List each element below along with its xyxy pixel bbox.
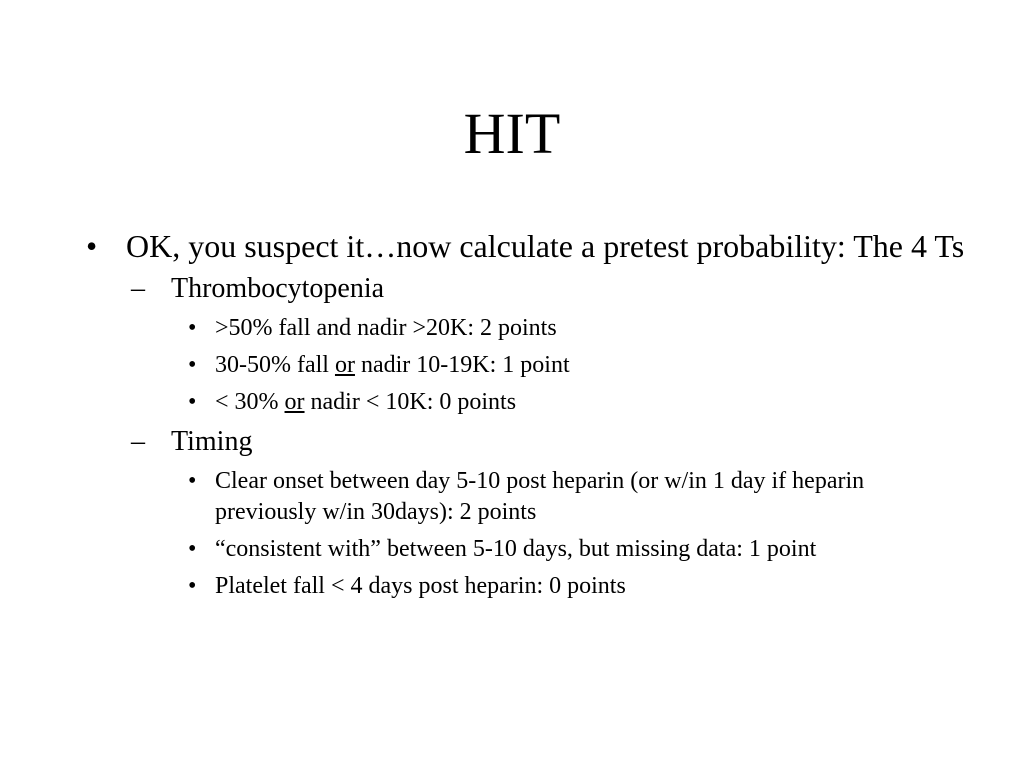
bullet-dot-icon: • bbox=[188, 536, 197, 562]
sub-bullet-thrombocytopenia bbox=[131, 271, 966, 307]
point-item bbox=[188, 534, 966, 565]
sub-bullet-text: Thrombocytopenia bbox=[171, 273, 385, 304]
point-text: “consistent with” between 5-10 days, but missing data: 1 point bbox=[215, 536, 817, 562]
point-item bbox=[188, 350, 966, 381]
point-text-pre: < 30% bbox=[215, 389, 285, 415]
point-text-post: nadir 10-19K: 1 point bbox=[354, 352, 570, 378]
sub-bullet-text: Timing bbox=[171, 426, 253, 457]
slide-body bbox=[86, 226, 966, 608]
point-item bbox=[188, 313, 966, 344]
bullet-dot-icon: • bbox=[188, 573, 197, 599]
bullet-dot-icon: • bbox=[86, 228, 98, 264]
main-bullet bbox=[86, 226, 966, 267]
bullet-dot-icon: • bbox=[188, 352, 197, 378]
point-text-post: nadir < 10K: 0 points bbox=[304, 389, 517, 415]
point-text-underline: or bbox=[284, 389, 305, 415]
point-item bbox=[188, 387, 966, 418]
dash-icon: – bbox=[131, 426, 145, 457]
bullet-dot-icon: • bbox=[188, 389, 197, 415]
main-bullet-text: OK, you suspect it…now calculate a pretest probability: The 4 Ts bbox=[126, 228, 965, 264]
point-text-underline: or bbox=[334, 352, 355, 378]
point-text: Clear onset between day 5-10 post heparin (or w/in 1 day if heparin previously w/in 30days): 2 points bbox=[215, 468, 865, 525]
sub-bullet-timing bbox=[131, 424, 966, 460]
point-text: >50% fall and nadir >20K: 2 points bbox=[215, 315, 557, 341]
dash-icon: – bbox=[131, 273, 145, 304]
point-item bbox=[188, 571, 966, 602]
bullet-dot-icon: • bbox=[188, 315, 197, 341]
slide-title: HIT bbox=[463, 101, 561, 166]
point-item bbox=[188, 466, 966, 528]
point-text: Platelet fall < 4 days post heparin: 0 points bbox=[215, 573, 626, 599]
bullet-dot-icon: • bbox=[188, 468, 197, 494]
point-text-pre: 30-50% fall bbox=[215, 352, 335, 378]
